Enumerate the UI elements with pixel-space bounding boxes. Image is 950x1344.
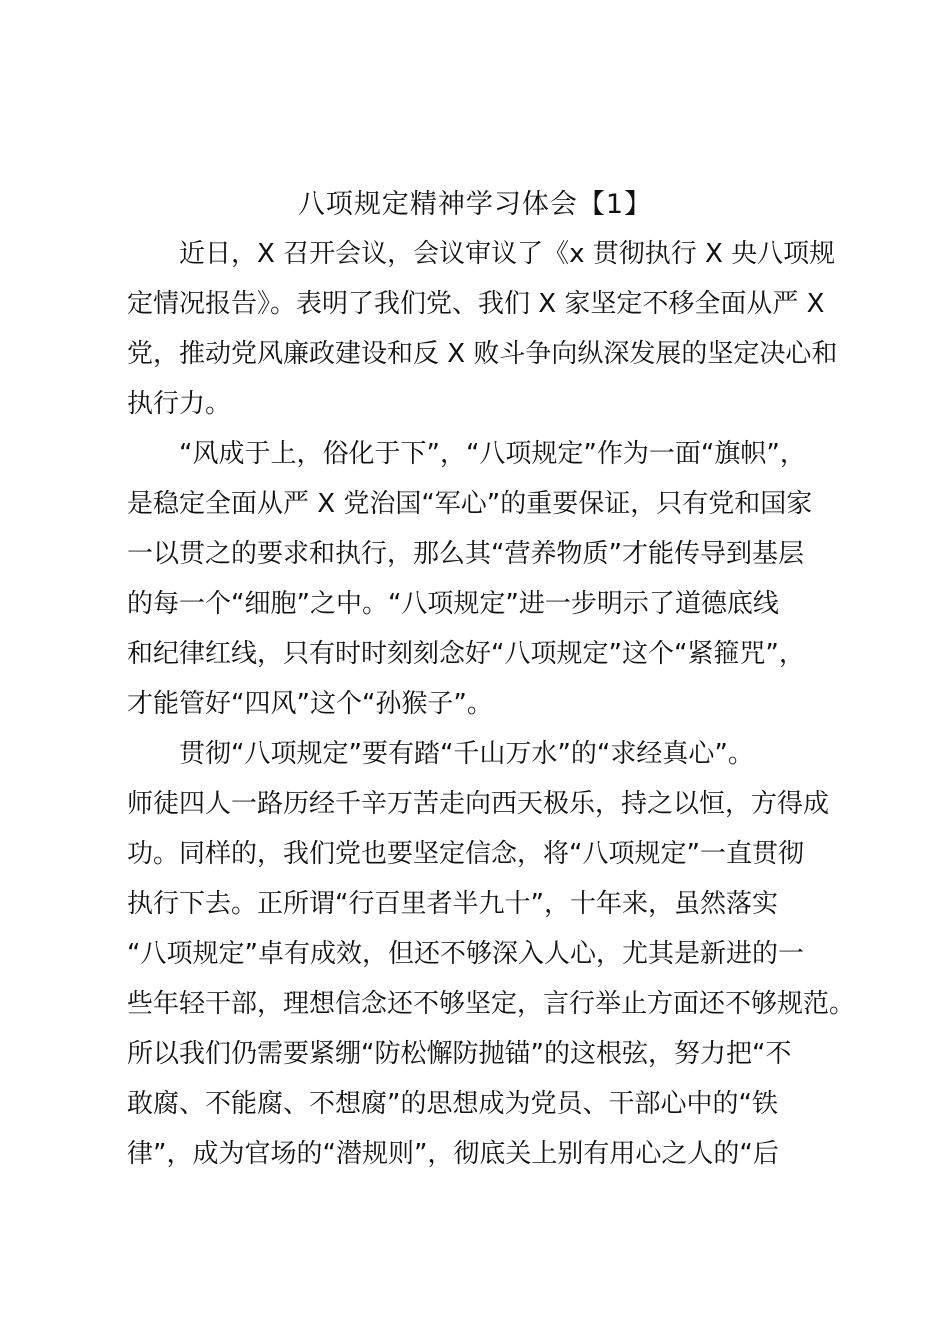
paragraph-3-line-5: “八项规定”卓有成效，但还不够深入人心，尤其是新进的一 [127, 939, 804, 969]
paragraph-2-line-6: 才能管好“四风”这个“孙猴子”。 [127, 689, 493, 719]
paragraph-2-line-2: 是稳定全面从严 X 党治国“军心”的重要保证，只有党和国家 [127, 489, 813, 519]
document-body [127, 229, 856, 1179]
paragraph-3-line-9: 律”，成为官场的“潜规则”，彻底关上别有用心之人的“后 [127, 1139, 779, 1169]
paragraph-3-line-8: 敢腐、不能腐、不想腐”的思想成为党员、干部心中的“铁 [127, 1089, 778, 1119]
paragraph-3-line-2: 师徒四人一路历经千辛万苦走向西天极乐，持之以恒，方得成 [127, 789, 830, 819]
paragraph-2-line-4: 的每一个“细胞”之中。“八项规定”进一步明示了道德底线 [127, 589, 779, 619]
paragraph-2-line-5: 和纪律红线，只有时时刻刻念好“八项规定”这个“紧箍咒”， [127, 639, 805, 669]
paragraph-1-line-3: 党，推动党风廉政建设和反 X 败斗争向纵深发展的坚定决心和 [127, 339, 838, 369]
paragraph-3-line-1: 贯彻“八项规定”要有踏“千山万水”的“求经真心”。 [179, 739, 754, 769]
paragraph-1-line-1: 近日，X 召开会议，会议审议了《x 贯彻执行 X 央八项规 [179, 239, 836, 269]
paragraph-3-line-7: 所以我们仍需要紧绷“防松懈防抛锚”的这根弦，努力把“不 [127, 1039, 792, 1069]
paragraph-2-line-1: “风成于上，俗化于下”，“八项规定”作为一面“旗帜”， [179, 439, 806, 469]
paragraph-3-line-4: 执行下去。正所谓“行百里者半九十”，十年来，虽然落实 [127, 889, 778, 919]
paragraph-1-line-2: 定情况报告》。表明了我们党、我们 X 家坚定不移全面从严 X [127, 289, 825, 319]
paragraph-3-line-6: 些年轻干部，理想信念还不够坚定，言行举止方面还不够规范。 [127, 989, 856, 1019]
paragraph-1-line-4: 执行力。 [127, 389, 232, 419]
paragraph-3-line-3: 功。同样的，我们党也要坚定信念，将“八项规定”一直贯彻 [127, 839, 804, 869]
document-title: 八项规定精神学习体会【1】 [297, 189, 653, 220]
paragraph-2-line-3: 一以贯之的要求和执行，那么其“营养物质”才能传导到基层 [127, 539, 804, 569]
